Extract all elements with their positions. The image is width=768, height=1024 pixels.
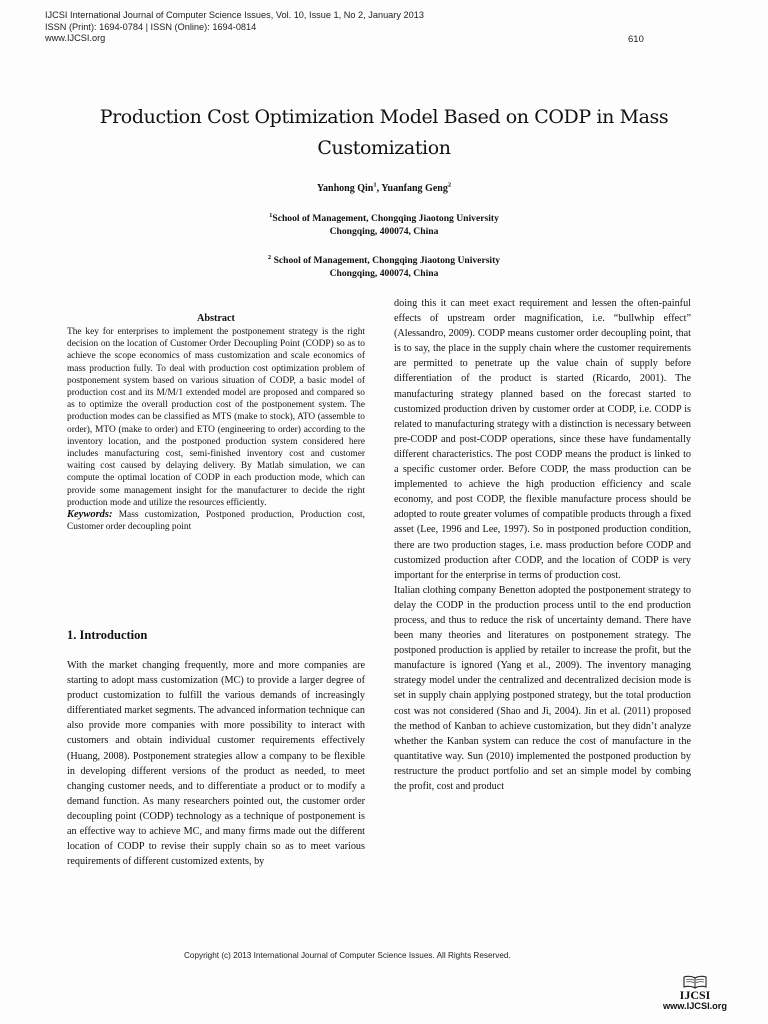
ijcsi-logo bbox=[652, 975, 738, 1012]
affiliation-1 bbox=[84, 212, 684, 238]
affiliation-institution: School of Management, Chongqing Jiaotong University bbox=[273, 255, 501, 266]
abstract-heading: Abstract bbox=[197, 313, 235, 324]
keywords bbox=[67, 509, 365, 533]
journal-website: www.IJCSI.org bbox=[45, 33, 106, 44]
affiliation-mark: 1 bbox=[269, 211, 273, 219]
copyright-footer: Copyright (c) 2013 International Journal of Computer Science Issues. All Rights Reserved. bbox=[184, 951, 511, 960]
running-header bbox=[45, 10, 685, 45]
body-paragraph: Italian clothing company Benetton adopted the postponement strategy to delay the CODP in the production process until to the end production process, and thus to reduce the risk of uncertainty demand. There have been many theories and literatures on postponement strategy. The postponed production is applied by retailer to increase the profit, but the manufacture is ignored (Yang et al., 2009). The inventory managing strategy model under the centralized and decentralized decision mode is set in supply chain applying postponed strategy, but the total production cost was not considered (Shao and Ji, 2004). Jin et al. (2011) proposed the method of Kanban to achieve customization, but they didn’t analyze whether the Kanban system can reduce the cost of manufacture in the quantitative way. Sun (2010) implemented the postponed production by restructure the product portfolio and set an simple model by combing the profit, cost and product bbox=[394, 584, 691, 792]
keywords-text: Mass customization, Postponed production, Production cost, Customer order decoupling point bbox=[67, 510, 365, 533]
affiliation-city: Chongqing, 400074, China bbox=[329, 226, 439, 237]
journal-citation: IJCSI International Journal of Computer Science Issues, Vol. 10, Issue 1, No 2, January 2013 bbox=[45, 10, 424, 20]
open-book-icon bbox=[682, 975, 708, 989]
right-column bbox=[394, 296, 691, 794]
page-number: 610 bbox=[628, 34, 644, 45]
author-name: Yuanfang Geng bbox=[381, 183, 448, 194]
author-mark: 2 bbox=[447, 181, 452, 189]
issn-line: ISSN (Print): 1694-0784 | ISSN (Online): 1694-0814 bbox=[45, 21, 257, 32]
author-name: Yanhong Qin bbox=[316, 183, 374, 194]
introduction-heading: 1. Introduction bbox=[67, 628, 148, 642]
author-list: Yanhong Qin$^1$, Yuanfang Geng$^2$ bbox=[316, 181, 452, 194]
abstract-section bbox=[67, 313, 365, 533]
paper-title: Production Cost Optimization Model Based on CODP in Mass Customization bbox=[99, 106, 669, 159]
keywords-label: Keywords: bbox=[67, 509, 113, 521]
logo-name: IJCSI bbox=[679, 988, 711, 1002]
affiliation-city: Chongqing, 400074, China bbox=[329, 268, 439, 279]
affiliation-institution: School of Management, Chongqing Jiaotong University bbox=[272, 213, 499, 224]
affiliation-mark: 2 bbox=[267, 253, 272, 261]
affiliation-2 bbox=[84, 254, 684, 280]
author-mark: 1 bbox=[373, 181, 377, 189]
logo-url: www.IJCSI.org bbox=[663, 1001, 727, 1011]
body-paragraph: doing this it can meet exact requirement and lessen the often-painful effects of upstream order magnification, i.e. “bullwhip effect” (Alessandro, 2009). CODP means customer order decoupling point, that is to say, the place in the supply chain where the customer requirements are permitted to penetrate up the value chain of supply before differentiation of the product is started (Ricardo, 2001). The manufacturing strategy planned based on the forecast started to customized production driven by customer order at CODP, i.e. CODP is related to manufacturing strategy with a distinction is necessary between pre-CODP and post-CODP operations, since these have fundamentally different characteristics. The post CODP means the product is linked to a specific customer order. Before CODP, the mass production can be implemented to achieve the high production efficiency and scale economy, and post CODP, the flexible manufacture process should be adopted to route greater volumes of compatible products through a fixed asset (Lee, 1996 and Lee, 1997). So in postponed production condition, there are two production stages, i.e. mass production before CODP and customized production after CODP, and the location of CODP is very important for the enterprise in terms of production cost. bbox=[394, 298, 691, 581]
abstract-text: The key for enterprises to implement the postponement strategy is the right decision on the location of Customer Order Decoupling Point (CODP) so as to achieve the scope economics of mass customization and scale economics of mass production fully. To deal with production cost optimization problem of postponement system based on various situation of CODP, a basic model of production cost and its M/M/1 extended model are proposed and compared so as to optimize the overall production cost of the postponement system. The production modes can be classified as MTS (make to stock), ATO (assemble to order), MTO (make to order) and ETO (engineering to order) according to the inventory location, and the postponed production system considered here includes manufacturing cost, semi-finished inventory cost and customer waiting cost caused by delaying delivery. By Matlab simulation, we can compute the optimal location of CODP in each production mode, which can provide some management insight for the manufacturer to decide the right production mode and utilize the resources efficiently. bbox=[67, 327, 365, 508]
introduction-text: With the market changing frequently, more and more companies are starting to adopt mass customization (MC) to provide a larger degree of product customization to fulfill the various demands of increasingly differentiated market segments. The advanced information technique can also provide more companies with more possibility to interact with customers and obtain individual customer requirements effectively (Huang, 2008). Postponement strategies allow a company to be flexible in developing different versions of the product as needed, to meet changing customer needs, and to differentiate a product or to modify a demand function. As many researchers pointed out, the customer order decoupling point (CODP) technology as a technique of postponement is an effective way to achieve MC, and many firms made out the different location of CODP to revise their supply chain so as to meet various requirements of different customized extents, by bbox=[67, 660, 365, 868]
